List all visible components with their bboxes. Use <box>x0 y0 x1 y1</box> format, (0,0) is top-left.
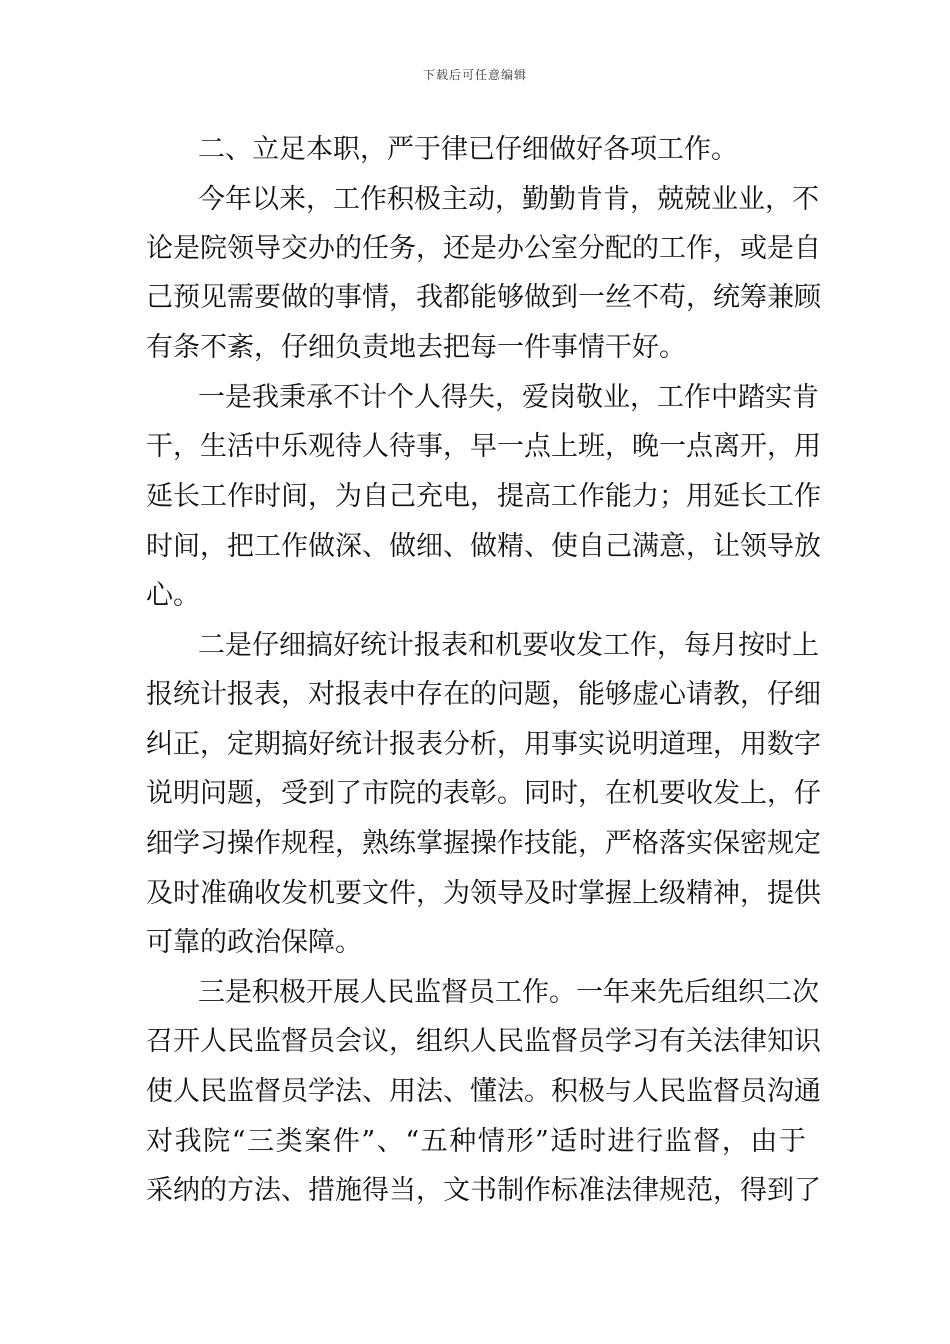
paragraph-line: 时间，把工作做深、做细、做精、使自己满意，让领导放 <box>146 531 821 562</box>
paragraph-line: 干，生活中乐观待人待事，早一点上班，晚一点离开，用 <box>146 431 821 462</box>
paragraph-line: 三是积极开展人民监督员工作。一年来先后组织二次 <box>198 977 819 1008</box>
page-header: 下载后可任意编辑 <box>422 68 527 82</box>
section-heading: 二、立足本职，严于律已仔细做好各项工作。 <box>198 134 738 165</box>
paragraph-line: 可靠的政治保障。 <box>146 927 362 958</box>
paragraph-line: 采纳的方法、措施得当，文书制作标准法律规范，得到了 <box>146 1175 821 1206</box>
paragraph-line: 召开人民监督员会议，组织人民监督员学习有关法律知识 <box>146 1026 821 1057</box>
paragraph-line: 心。 <box>146 580 200 611</box>
paragraph-line: 论是院领导交办的任务，还是办公室分配的工作，或是自 <box>146 233 821 264</box>
paragraph-line: 说明问题，受到了市院的表彰。同时，在机要收发上，仔 <box>146 778 821 809</box>
paragraph-line: 使人民监督员学法、用法、懂法。积极与人民监督员沟通 <box>146 1076 821 1107</box>
paragraph-line: 纠正，定期搞好统计报表分析，用事实说明道理，用数字 <box>146 729 821 760</box>
paragraph-line: 有条不紊，仔细负责地去把每一件事情干好。 <box>146 332 686 363</box>
paragraph-line: 二是仔细搞好统计报表和机要收发工作，每月按时上 <box>198 630 819 661</box>
paragraph-line: 报统计报表，对报表中存在的问题，能够虚心请教，仔细 <box>146 679 821 710</box>
paragraph-line: 一是我秉承不计个人得失，爱岗敬业，工作中踏实肯 <box>198 382 819 413</box>
paragraph-line: 延长工作时间，为自己充电，提高工作能力；用延长工作 <box>146 481 821 512</box>
paragraph-line: 及时准确收发机要文件，为领导及时掌握上级精神，提供 <box>146 878 821 909</box>
paragraph-line: 对我院“三类案件”、“五种情形”适时进行监督，由于 <box>146 1126 806 1157</box>
paragraph-line: 细学习操作规程，熟练掌握操作技能，严格落实保密规定 <box>146 828 821 859</box>
paragraph-line: 己预见需要做的事情，我都能够做到一丝不苟，统筹兼顾 <box>146 282 821 313</box>
paragraph-line: 今年以来，工作积极主动，勤勤肯肯，兢兢业业，不 <box>198 184 819 215</box>
